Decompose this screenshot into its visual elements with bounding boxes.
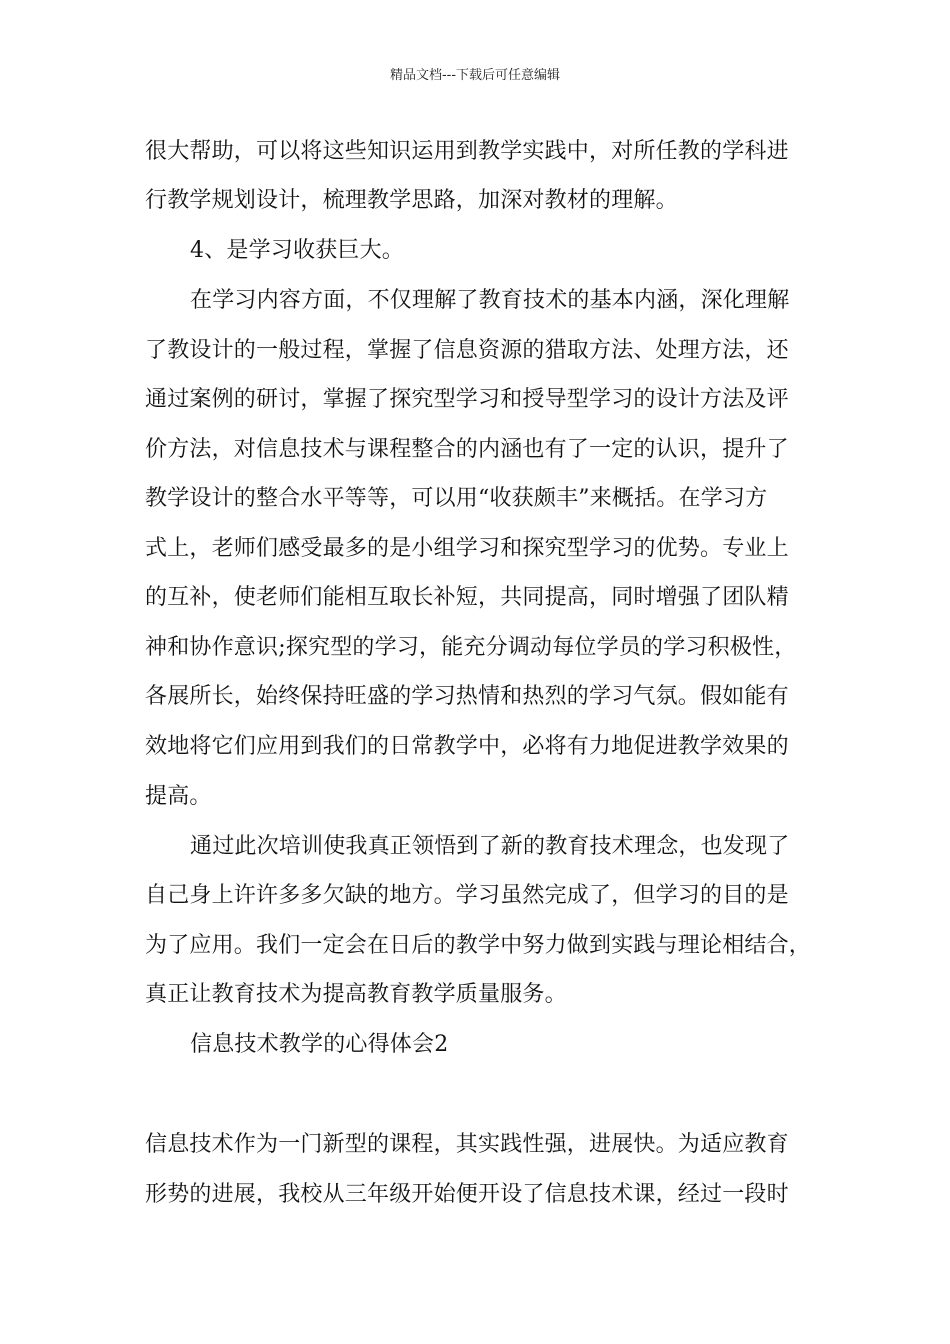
page-header: 精品文档---下载后可任意编辑 bbox=[389, 68, 561, 83]
article-title-2: 信息技术教学的心得体会2 bbox=[190, 1032, 449, 1057]
text-line-13: 效地将它们应用到我们的日常教学中，必将有力地促进教学效果的 bbox=[145, 734, 789, 759]
text-line-4: 在学习内容方面，不仅理解了教育技术的基本内涵，深化理解 bbox=[190, 288, 790, 313]
text-line-11: 神和协作意识;探究型的学习，能充分调动每位学员的学习积极性， bbox=[145, 635, 797, 660]
text-line-5: 了教设计的一般过程，掌握了信息资源的猎取方法、处理方法，还 bbox=[145, 338, 789, 363]
text-line-2: 行教学规划设计，梳理教学思路，加深对教材的理解。 bbox=[145, 188, 678, 213]
text-line-16: 自己身上许许多多欠缺的地方。学习虽然完成了，但学习的目的是 bbox=[145, 883, 789, 908]
text-line-8: 教学设计的整合水平等等，可以用“收获颇丰”来概括。在学习方 bbox=[145, 486, 768, 511]
text-line-9: 式上，老师们感受最多的是小组学习和探究型学习的优势。专业上 bbox=[145, 536, 789, 561]
text-line-6: 通过案例的研讨，掌握了探究型学习和授导型学习的设计方法及评 bbox=[145, 387, 789, 412]
text-line-10: 的互补，使老师们能相互取长补短，共同提高，同时增强了团队精 bbox=[145, 585, 789, 610]
text-line-20: 信息技术作为一门新型的课程，其实践性强，进展快。为适应教育 bbox=[145, 1132, 789, 1157]
text-line-18: 真正让教育技术为提高教育教学质量服务。 bbox=[145, 982, 567, 1007]
text-line-14: 提高。 bbox=[145, 784, 212, 809]
text-line-21: 形势的进展，我校从三年级开始便开设了信息技术课，经过一段时 bbox=[145, 1182, 789, 1207]
text-line-12: 各展所长，始终保持旺盛的学习热情和热烈的学习气氛。假如能有 bbox=[145, 684, 789, 709]
text-line-7: 价方法，对信息技术与课程整合的内涵也有了一定的认识，提升了 bbox=[145, 437, 789, 462]
text-line-1: 很大帮助，可以将这些知识运用到教学实践中，对所任教的学科进 bbox=[145, 139, 789, 164]
text-line-17: 为了应用。我们一定会在日后的教学中努力做到实践与理论相结合， bbox=[145, 933, 812, 958]
text-line-15: 通过此次培训使我真正领悟到了新的教育技术理念，也发现了 bbox=[190, 834, 790, 859]
section-heading-4: 4、是学习收获巨大。 bbox=[190, 238, 404, 263]
